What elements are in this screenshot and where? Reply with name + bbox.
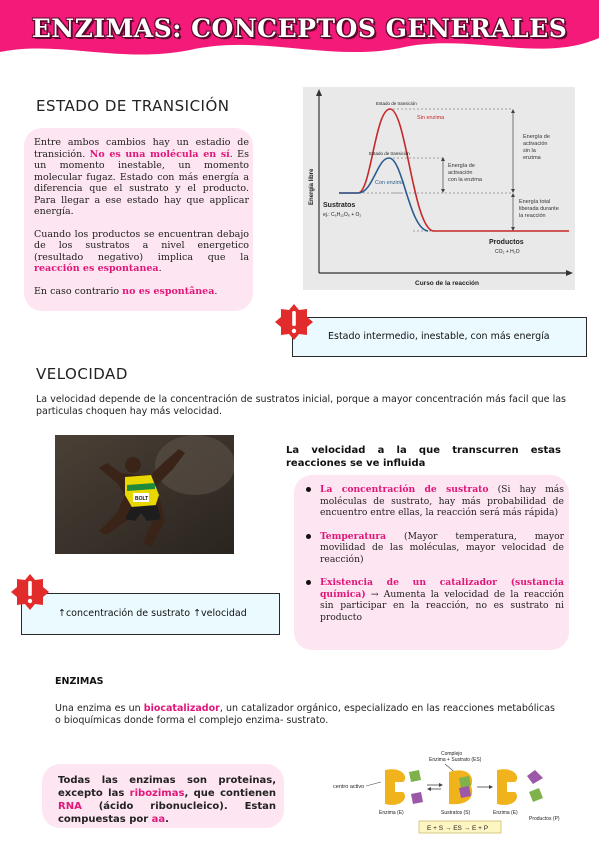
enzymes-definition: Una enzima es un biocatalizador, un catalizador orgánico, especializado en las reacciones metabólicas o bioquímicas donde forma el complejo enzima- sustrato.	[55, 703, 555, 726]
substrates-label: Sustratos (S)	[441, 810, 471, 816]
ea-enzyme-line-3: con la enzima	[448, 177, 482, 183]
sustratos-label: Sustratos	[323, 202, 356, 209]
con-enzima-label: Con enzima	[375, 180, 405, 186]
ea-no-enzyme-line-3: sin la	[523, 148, 536, 154]
transition-text-box	[24, 128, 253, 311]
ts-mid-label: Estado de transición	[369, 151, 410, 156]
enzyme-shape-1	[385, 769, 405, 805]
photo-bib-text: BOLT	[135, 496, 149, 502]
ts-top-label: Estado de transición	[376, 101, 417, 106]
products-label: Productos (P)	[529, 816, 560, 822]
list-item: Temperatura (Mayor temperatura, mayor movilidad de las moléculas, mayor velocidad de reacción)	[306, 531, 564, 566]
y-axis-label: Energía libre	[309, 168, 315, 205]
section-heading-velocity: VELOCIDAD	[36, 365, 128, 383]
ea-enzyme-line-1: Energía de	[448, 163, 475, 169]
velocity-intro: La velocidad depende de la concentración de sustratos inicial, porque a mayor concentración más facil que las particulas choquen hay más velocidad.	[36, 394, 566, 417]
enzyme-substrate-diagram	[333, 748, 568, 836]
total-energy-line-1: Energía total	[519, 199, 551, 205]
transition-paragraph-3: En caso contrario no es espontânea.	[34, 285, 218, 297]
alert-text-intermediate: Estado intermedio, inestable, con más energía	[328, 331, 550, 342]
ea-no-enzyme-line-4: enzima	[523, 155, 541, 161]
energy-diagram	[303, 87, 575, 290]
athlete-photo	[55, 435, 234, 554]
section-heading-transition: ESTADO DE TRANSICIÓN	[36, 97, 230, 115]
transition-paragraph-1: Entre ambos cambios hay un estadio de transición. No es una molécula en sí. Es un momento inestable, un momento molecular fugaz. Estado con más energía a diferencia que el sustrato y el producto. Para llegar a ese estado hay que applicar energía.	[34, 137, 249, 217]
warning-icon	[10, 572, 50, 612]
curve-with-enzyme	[339, 158, 428, 231]
enzyme-shape-2	[497, 769, 517, 805]
total-energy-line-3: la reacción	[519, 213, 546, 219]
ea-enzyme-line-2: activación	[448, 170, 473, 176]
equation-text: E + S → ES → E + P	[427, 825, 489, 832]
section-heading-enzymes: ENZIMAS	[55, 676, 104, 687]
header-banner	[0, 0, 599, 62]
sin-enzima-label: Sin enzima	[417, 115, 445, 121]
list-item: Existencia de un catalizador (sustancia química) → Aumenta la velocidad de la reacción sin participar en la reacción, no es sustrato ni producto	[306, 577, 564, 623]
productos-formula: CO₂ + H₂O	[495, 249, 520, 255]
x-axis-label: Curso de la reacción	[415, 280, 479, 287]
active-site-label: centro activo	[333, 784, 365, 790]
enzyme-label: Enzima (E)	[379, 810, 404, 816]
velocity-factors-list	[306, 484, 564, 635]
enzyme-label-2: Enzima (E)	[493, 810, 518, 816]
ea-no-enzyme-line-1: Energía de	[523, 134, 550, 140]
alert-text-concentration: ↑concentración de sustrato ↑velocidad	[58, 608, 247, 619]
page-title: ENZIMAS: CONCEPTOS GENERALES	[31, 14, 568, 43]
list-item: La concentración de sustrato (Si hay más moléculas de sustrato, hay más probabilidad de encuentro entre ellas, la reacción será más rápida)	[306, 484, 564, 519]
protein-note: Todas las enzimas son proteinas, excepto las ribozimas, que contienen RNA (ácido ribonucleico). Estan compuestas por aa.	[58, 775, 277, 825]
transition-paragraph-2: Cuando los productos se encuentran debajo de los sustratos a nivel energetico (resultado negativo) implica que la reacción es espontanea.	[34, 228, 249, 274]
velocity-factors-lead: La velocidad a la que transcurren estas reacciones se ve influida	[286, 445, 561, 469]
productos-label: Productos	[489, 239, 524, 246]
warning-icon	[274, 302, 314, 342]
ea-no-enzyme-line-2: activación	[523, 141, 548, 147]
complex-label-2: Enzima + Sustrato (ES)	[429, 757, 482, 763]
complex-label-1: Complejo	[441, 751, 463, 757]
sustratos-formula: ej.: C₆H₁₂O₆ + O₂	[323, 212, 362, 218]
total-energy-line-2: liberada durante	[519, 206, 559, 212]
